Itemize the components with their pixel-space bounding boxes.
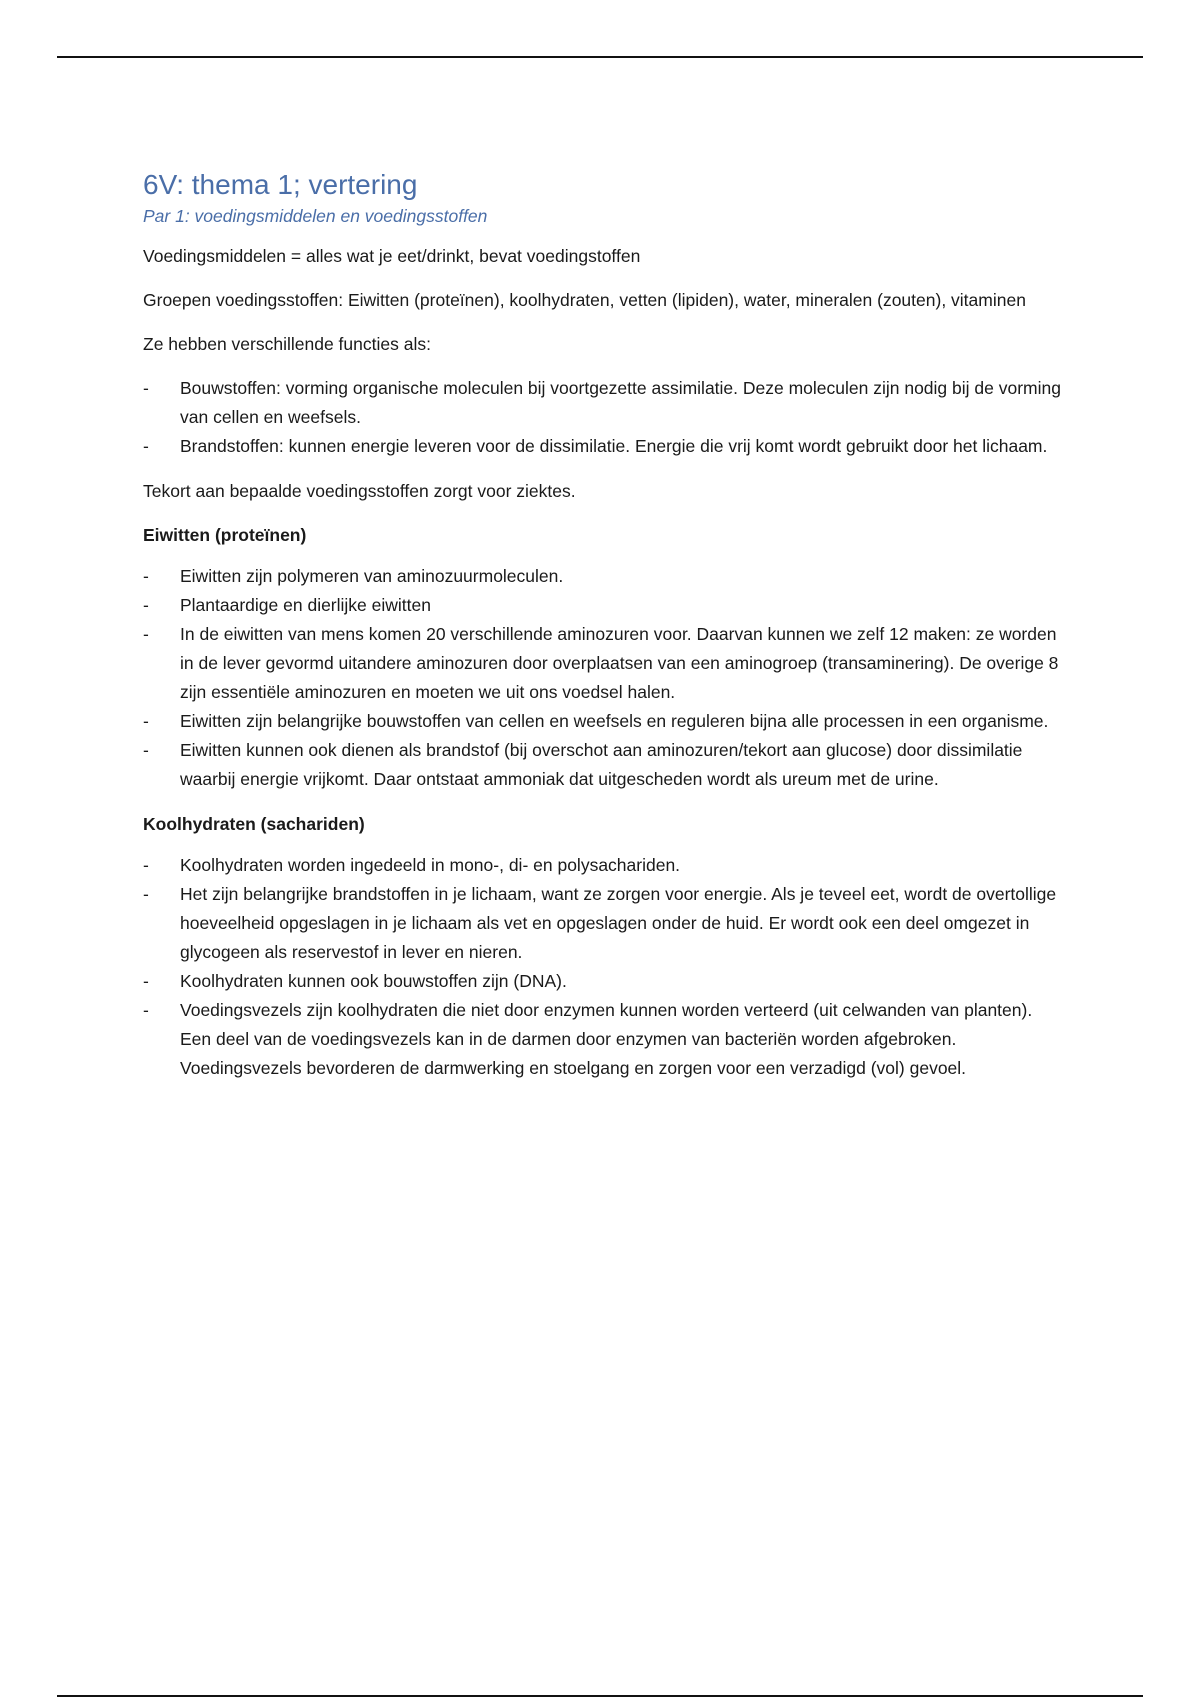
- paragraph-functies-intro: Ze hebben verschillende functies als:: [143, 334, 431, 354]
- list-item-text: In de eiwitten van mens komen 20 verschillende aminozuren voor. Daarvan kunnen we zelf 12 maken: ze worden in de lever gevormd uitandere aminozuren door overplaatsen van een aminogroep (transaminering). De overige 8 zijn essentiële aminozuren en moeten we uit ons voedsel halen.: [180, 624, 1059, 702]
- heading-koolhydraten: Koolhydraten (sachariden): [143, 814, 365, 834]
- dash-bullet: -: [143, 436, 149, 456]
- dash-bullet: -: [143, 711, 149, 731]
- dash-bullet: -: [143, 624, 149, 644]
- list-item: [143, 562, 1063, 591]
- eiwitten-list: [143, 562, 1063, 794]
- footer-rule: [57, 1695, 1143, 1697]
- list-item-text: Koolhydraten kunnen ook bouwstoffen zijn (DNA).: [180, 971, 567, 991]
- dash-bullet: -: [143, 884, 149, 904]
- functies-list: [143, 374, 1063, 461]
- paragraph-tekort: Tekort aan bepaalde voedingsstoffen zorgt voor ziektes.: [143, 481, 576, 501]
- dash-bullet: -: [143, 971, 149, 991]
- list-item: [143, 996, 1063, 1083]
- paragraph-voedingsmiddelen: Voedingsmiddelen = alles wat je eet/drinkt, bevat voedingstoffen: [143, 246, 641, 266]
- list-item-text: Eiwitten zijn belangrijke bouwstoffen van cellen en weefsels en reguleren bijna alle processen in een organisme.: [180, 711, 1049, 731]
- dash-bullet: -: [143, 595, 149, 615]
- dash-bullet: -: [143, 855, 149, 875]
- list-item-text: Brandstoffen: kunnen energie leveren voor de dissimilatie. Energie die vrij komt wordt gebruikt door het lichaam.: [180, 436, 1048, 456]
- list-item: [143, 432, 1063, 461]
- list-item: [143, 967, 1063, 996]
- dash-bullet: -: [143, 378, 149, 398]
- paragraph-groepen: Groepen voedingsstoffen: Eiwitten (proteïnen), koolhydraten, vetten (lipiden), water, mineralen (zouten), vitaminen: [143, 290, 1026, 310]
- list-item: [143, 374, 1063, 432]
- header-rule: [57, 56, 1143, 58]
- dash-bullet: -: [143, 740, 149, 760]
- dash-bullet: -: [143, 566, 149, 586]
- list-item: [143, 736, 1063, 794]
- list-item-text: Het zijn belangrijke brandstoffen in je lichaam, want ze zorgen voor energie. Als je teveel eet, wordt de overtollige hoeveelheid opgeslagen in je lichaam als vet en opgeslagen onder de huid. Er wordt ook een deel omgezet in glycogeen als reservestof in lever en nieren.: [180, 884, 1057, 962]
- list-item-text: Eiwitten zijn polymeren van aminozuurmoleculen.: [180, 566, 564, 586]
- koolhydraten-list: [143, 851, 1063, 1083]
- list-item: [143, 707, 1063, 736]
- list-item: [143, 851, 1063, 880]
- list-item-text: Voedingsvezels zijn koolhydraten die niet door enzymen kunnen worden verteerd (uit celwanden van planten). Een deel van de voedingsvezels kan in de darmen door enzymen van bacteriën worden afgebroken. Voedingsvezels bevorderen de darmwerking en stoelgang en zorgen voor een verzadigd (vol) gevoel.: [180, 1000, 1033, 1078]
- dash-bullet: -: [143, 1000, 149, 1020]
- list-item: [143, 620, 1063, 707]
- list-item-text: Koolhydraten worden ingedeeld in mono-, di- en polysachariden.: [180, 855, 681, 875]
- document-body: [143, 168, 1063, 1099]
- section-subtitle: Par 1: voedingsmiddelen en voedingsstoffen: [143, 206, 488, 226]
- list-item-text: Eiwitten kunnen ook dienen als brandstof (bij overschot aan aminozuren/tekort aan glucose) door dissimilatie waarbij energie vrijkomt. Daar ontstaat ammoniak dat uitgescheden wordt als ureum met de urine.: [180, 740, 1023, 789]
- list-item: [143, 880, 1063, 967]
- heading-eiwitten: Eiwitten (proteïnen): [143, 525, 307, 545]
- list-item-text: Bouwstoffen: vorming organische moleculen bij voortgezette assimilatie. Deze moleculen zijn nodig bij de vorming van cellen en weefsels.: [180, 378, 1061, 427]
- list-item: [143, 591, 1063, 620]
- document-title: 6V: thema 1; vertering: [143, 169, 418, 200]
- list-item-text: Plantaardige en dierlijke eiwitten: [180, 595, 431, 615]
